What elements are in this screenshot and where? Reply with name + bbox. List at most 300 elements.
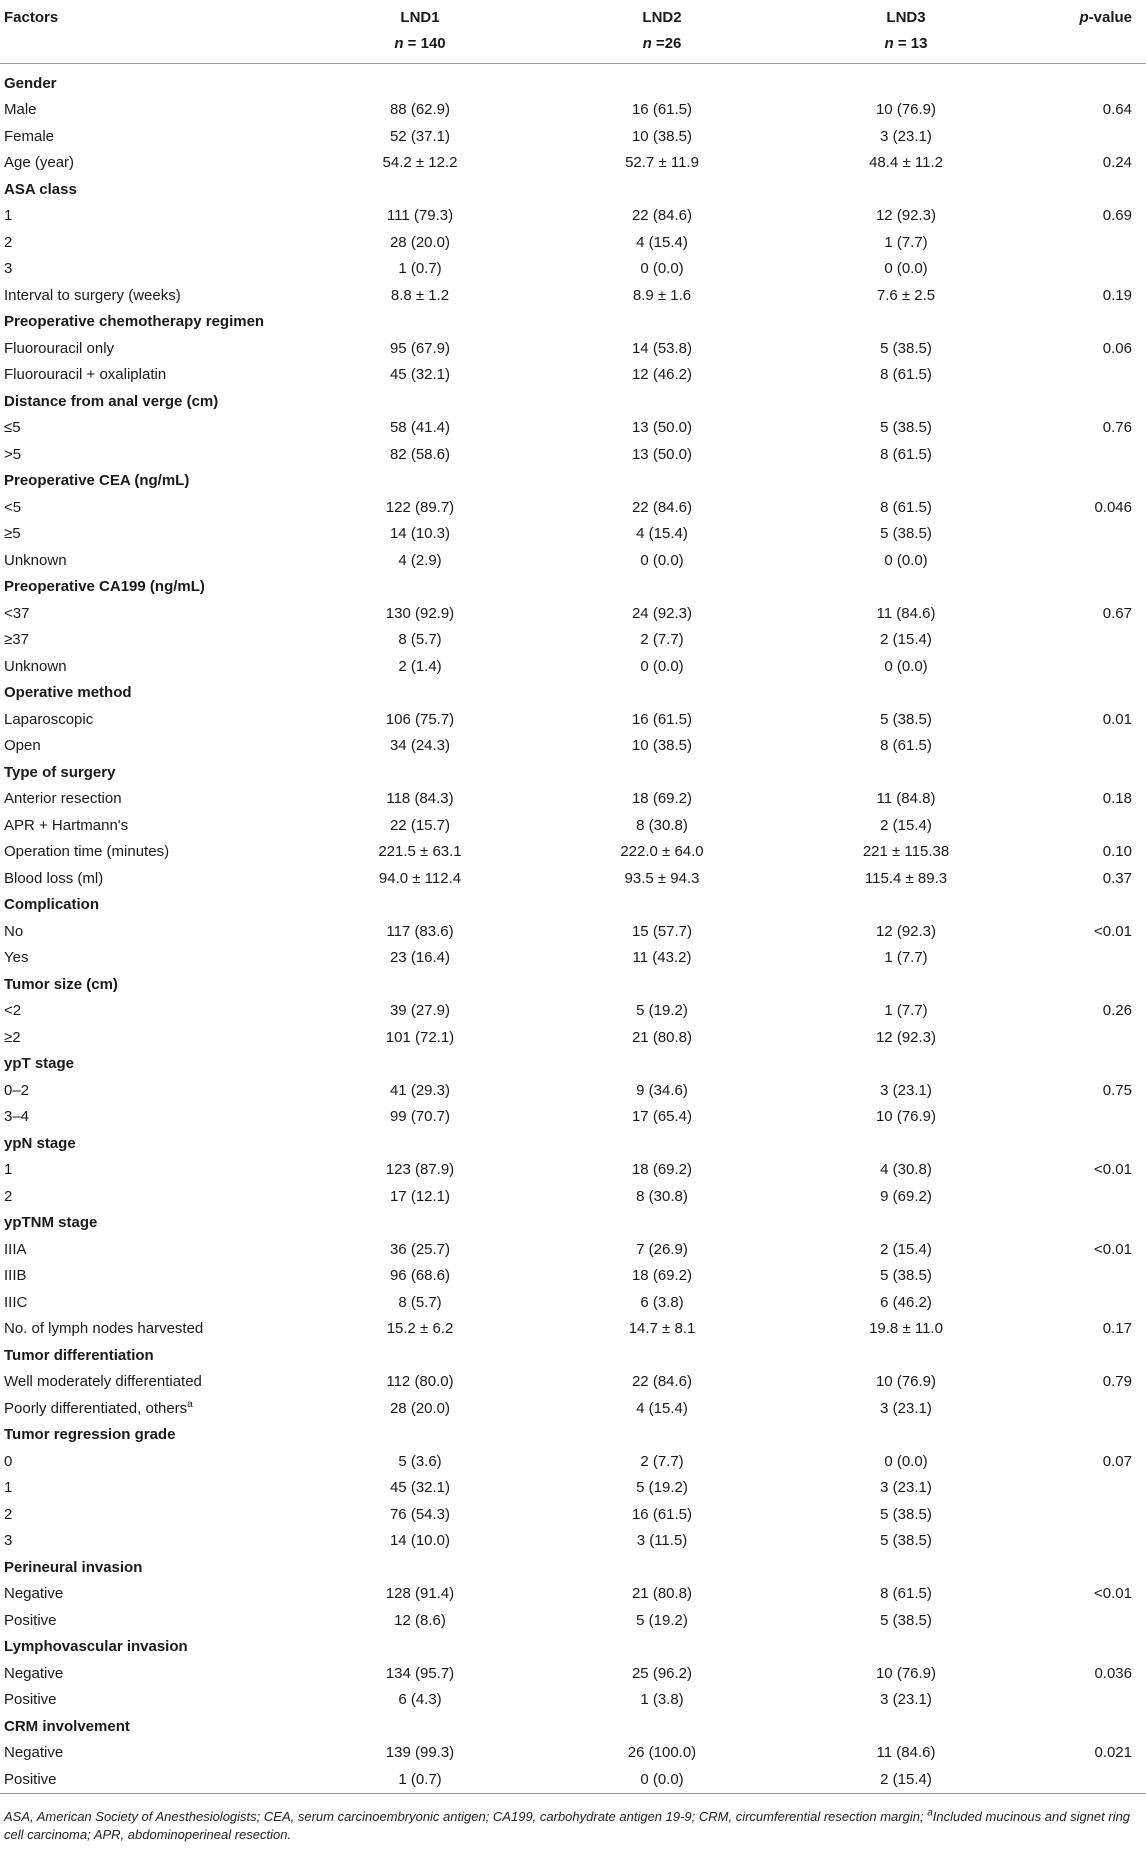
lnd3-value: 11 (84.8)	[876, 790, 936, 808]
group-label	[0, 309, 300, 336]
lnd2-value: 18 (69.2)	[631, 1267, 693, 1285]
n-label: n	[394, 35, 404, 53]
header-p-italic: p	[1079, 8, 1089, 26]
row-label-text: <5	[4, 498, 22, 516]
lnd2-value: 6 (3.8)	[640, 1293, 684, 1311]
lnd3-value: 3 (23.1)	[880, 1399, 932, 1417]
lnd2-value: 8 (30.8)	[636, 1187, 688, 1205]
lnd2-value: 0 (0.0)	[640, 260, 684, 278]
p-value	[1028, 362, 1146, 389]
lnd2-value: 5 (19.2)	[636, 1611, 688, 1629]
row-label	[0, 1395, 300, 1422]
n-value: = 13	[893, 35, 928, 53]
row-label	[0, 998, 300, 1025]
p-value	[1028, 945, 1146, 972]
row-label-text: Blood loss (ml)	[4, 869, 104, 887]
lnd2-value: 1 (3.8)	[640, 1691, 684, 1709]
p-value: 0.75	[1102, 1081, 1132, 1099]
table-row	[0, 229, 1146, 256]
row-label	[0, 123, 300, 150]
row-label-text: Well moderately differentiated	[4, 1373, 202, 1391]
group-label	[0, 1634, 300, 1661]
lnd3-value: 3 (23.1)	[880, 1479, 932, 1497]
lnd3-value: 0 (0.0)	[884, 657, 928, 675]
row-label-text: Laparoscopic	[4, 710, 94, 728]
lnd2-value: 11 (43.2)	[632, 949, 692, 967]
p-value: 0.67	[1102, 604, 1132, 622]
lnd1-value: 36 (25.7)	[389, 1240, 451, 1258]
row-label-text: Operation time (minutes)	[4, 843, 170, 861]
lnd3-value	[784, 70, 1028, 97]
table-row	[0, 998, 1146, 1025]
row-label	[0, 362, 300, 389]
row-label	[0, 918, 300, 945]
lnd1-value	[300, 1554, 540, 1581]
row-label-text: Positive	[4, 1691, 57, 1709]
p-value: 0.036	[1094, 1664, 1132, 1682]
row-label	[0, 1740, 300, 1767]
lnd2-value: 16 (61.5)	[631, 101, 693, 119]
table-row	[0, 415, 1146, 442]
lnd3-value: 3 (23.1)	[880, 127, 932, 145]
table-row	[0, 1395, 1146, 1422]
table-footnote	[4, 1808, 1140, 1844]
row-label-text: Poorly differentiated, others	[4, 1399, 188, 1417]
p-value	[1028, 176, 1146, 203]
group-label	[0, 1554, 300, 1581]
row-label-text: Gender	[4, 74, 57, 92]
group-header-row	[0, 971, 1146, 998]
lnd3-value: 5 (38.5)	[880, 339, 932, 357]
lnd2-value	[540, 388, 784, 415]
lnd2-value	[540, 1051, 784, 1078]
p-value	[1028, 1104, 1146, 1131]
p-value: <0.01	[1094, 1161, 1132, 1179]
row-label-text: Negative	[4, 1664, 64, 1682]
lnd3-value	[784, 892, 1028, 919]
lnd3-value: 12 (92.3)	[875, 207, 937, 225]
lnd3-value	[784, 680, 1028, 707]
lnd1-value: 123 (87.9)	[385, 1161, 455, 1179]
row-label	[0, 494, 300, 521]
row-label-text: Perineural invasion	[4, 1558, 143, 1576]
table-row	[0, 282, 1146, 309]
group-header-row	[0, 1130, 1146, 1157]
row-label-text: ≤5	[4, 419, 21, 437]
table-subheader-row	[0, 31, 1146, 58]
lnd3-value	[784, 309, 1028, 336]
group-header-row	[0, 1210, 1146, 1237]
lnd3-value: 8 (61.5)	[880, 498, 932, 516]
lnd2-value: 8 (30.8)	[636, 816, 688, 834]
lnd3-value: 6 (46.2)	[880, 1293, 932, 1311]
row-label-text: ASA class	[4, 180, 77, 198]
lnd2-value: 4 (15.4)	[636, 1399, 688, 1417]
row-label-text: Preoperative CEA (ng/mL)	[4, 472, 190, 490]
row-label-text: CRM involvement	[4, 1717, 130, 1735]
row-label	[0, 97, 300, 124]
lnd1-value	[300, 574, 540, 601]
lnd1-value: 4 (2.9)	[398, 551, 442, 569]
lnd2-value: 14.7 ± 8.1	[628, 1320, 696, 1338]
lnd1-value: 95 (67.9)	[389, 339, 451, 357]
table-row	[0, 1263, 1146, 1290]
row-label-text: Positive	[4, 1770, 57, 1788]
row-label-text: 0	[4, 1452, 13, 1470]
row-label-text: 3–4	[4, 1108, 30, 1126]
lnd1-value: 8.8 ± 1.2	[390, 286, 450, 304]
row-label-text: <37	[4, 604, 30, 622]
group-header-row	[0, 1342, 1146, 1369]
p-value	[1028, 70, 1146, 97]
table-row	[0, 1289, 1146, 1316]
row-label-text: 2	[4, 1505, 13, 1523]
header-n-lnd2	[540, 31, 784, 58]
lnd2-value: 52.7 ± 11.9	[625, 154, 699, 172]
lnd2-value	[540, 1342, 784, 1369]
lnd1-value	[300, 1342, 540, 1369]
lnd1-value: 23 (16.4)	[389, 949, 451, 967]
table-row	[0, 1236, 1146, 1263]
lnd2-value: 10 (38.5)	[631, 127, 693, 145]
p-value	[1028, 759, 1146, 786]
row-label-text: 3	[4, 260, 13, 278]
row-label-text: Interval to surgery (weeks)	[4, 286, 181, 304]
row-label	[0, 627, 300, 654]
lnd3-value	[784, 1634, 1028, 1661]
n-value: =26	[651, 35, 682, 53]
p-value: 0.17	[1102, 1320, 1132, 1338]
row-label-text: IIIC	[4, 1293, 28, 1311]
lnd3-value: 3 (23.1)	[880, 1081, 932, 1099]
lnd2-value: 18 (69.2)	[631, 790, 693, 808]
lnd3-value	[784, 1554, 1028, 1581]
row-label-text: Type of surgery	[4, 763, 116, 781]
lnd1-value	[300, 1713, 540, 1740]
p-value	[1028, 1024, 1146, 1051]
lnd3-value	[784, 1210, 1028, 1237]
lnd2-value: 10 (38.5)	[631, 737, 693, 755]
row-label	[0, 733, 300, 760]
p-value	[1028, 309, 1146, 336]
header-group-lnd1: LND1	[400, 8, 440, 26]
lnd2-value	[540, 1713, 784, 1740]
lnd1-value: 117 (83.6)	[386, 922, 454, 940]
lnd3-value: 48.4 ± 11.2	[869, 154, 943, 172]
lnd2-value: 17 (65.4)	[631, 1108, 693, 1126]
lnd1-value: 45 (32.1)	[389, 1479, 451, 1497]
lnd2-value	[540, 176, 784, 203]
group-label	[0, 1422, 300, 1449]
lnd3-value: 1 (7.7)	[884, 1002, 928, 1020]
row-label-text: <2	[4, 1002, 22, 1020]
p-value	[1028, 1263, 1146, 1290]
lnd3-value: 2 (15.4)	[880, 816, 932, 834]
p-value	[1028, 627, 1146, 654]
p-value: 0.19	[1102, 286, 1132, 304]
row-label	[0, 203, 300, 230]
table-row	[0, 203, 1146, 230]
lnd1-value: 22 (15.7)	[389, 816, 451, 834]
lnd3-value: 5 (38.5)	[880, 1267, 932, 1285]
row-label	[0, 1104, 300, 1131]
row-label-text: >5	[4, 445, 22, 463]
group-label	[0, 971, 300, 998]
lnd1-value: 14 (10.3)	[389, 525, 451, 543]
footnote-text: ASA, American Society of Anesthesiologists; CEA, serum carcinoembryonic antigen; CA199, carbohydrate antigen 19-9; CRM, circumferential resection margin;	[4, 1809, 928, 1824]
header-n-lnd1	[300, 31, 540, 58]
lnd1-value: 5 (3.6)	[398, 1452, 442, 1470]
p-value: 0.07	[1102, 1452, 1132, 1470]
p-value: 0.18	[1102, 790, 1132, 808]
baseline-characteristics-table	[0, 4, 1146, 1794]
lnd3-value: 2 (15.4)	[784, 1766, 1028, 1793]
lnd2-value: 16 (61.5)	[631, 710, 693, 728]
group-header-row	[0, 1713, 1146, 1740]
row-label	[0, 415, 300, 442]
row-label-text: 0–2	[4, 1081, 30, 1099]
lnd2-value: 13 (50.0)	[631, 419, 693, 437]
row-label-text: ≥2	[4, 1028, 21, 1046]
p-value	[1028, 971, 1146, 998]
lnd3-value: 10 (76.9)	[875, 1108, 937, 1126]
lnd2-value: 9 (34.6)	[636, 1081, 688, 1099]
header-factors: Factors	[4, 8, 59, 26]
lnd3-value: 221 ± 115.38	[862, 843, 950, 861]
table-row	[0, 1475, 1146, 1502]
group-label	[0, 680, 300, 707]
p-value	[1028, 388, 1146, 415]
row-label	[0, 865, 300, 892]
row-label	[0, 335, 300, 362]
row-label-text: Tumor size (cm)	[4, 975, 118, 993]
row-label	[0, 1528, 300, 1555]
row-label-text: Preoperative CA199 (ng/mL)	[4, 578, 205, 596]
group-header-row	[0, 892, 1146, 919]
lnd1-value	[300, 759, 540, 786]
lnd2-value: 16 (61.5)	[631, 1505, 693, 1523]
lnd2-value: 5 (19.2)	[636, 1479, 688, 1497]
lnd1-value: 134 (95.7)	[385, 1664, 455, 1682]
lnd3-value	[784, 1422, 1028, 1449]
lnd2-value: 0 (0.0)	[640, 551, 684, 569]
lnd2-value: 22 (84.6)	[631, 207, 693, 225]
group-label	[0, 176, 300, 203]
n-label: n	[642, 35, 652, 53]
p-value: 0.24	[1102, 154, 1132, 172]
row-label-text: Preoperative chemotherapy regimen	[4, 313, 265, 331]
lnd3-value: 12 (92.3)	[875, 1028, 937, 1046]
row-label	[0, 786, 300, 813]
row-label	[0, 706, 300, 733]
row-label	[0, 1263, 300, 1290]
lnd3-value: 2 (15.4)	[880, 1240, 932, 1258]
lnd1-value	[300, 1130, 540, 1157]
lnd1-value: 112 (80.0)	[386, 1373, 454, 1391]
row-label-text: ≥37	[4, 631, 29, 649]
lnd2-value: 15 (57.7)	[631, 922, 693, 940]
p-value	[1028, 1475, 1146, 1502]
table-row	[0, 918, 1146, 945]
table-row	[0, 600, 1146, 627]
row-label-text: No. of lymph nodes harvested	[4, 1320, 204, 1338]
lnd1-value: 34 (24.3)	[389, 737, 451, 755]
group-header-row	[0, 309, 1146, 336]
lnd1-value	[300, 1422, 540, 1449]
group-header-row	[0, 1554, 1146, 1581]
table-row	[0, 1740, 1146, 1767]
lnd2-value: 8.9 ± 1.6	[632, 286, 692, 304]
lnd1-value	[300, 309, 540, 336]
row-label-text: 1	[4, 1479, 13, 1497]
lnd1-value: 12 (8.6)	[394, 1611, 446, 1629]
lnd3-value: 10 (76.9)	[875, 1664, 937, 1682]
lnd1-value: 28 (20.0)	[389, 233, 451, 251]
row-label	[0, 547, 300, 574]
row-label-text: Tumor differentiation	[4, 1346, 154, 1364]
row-label-text: Negative	[4, 1744, 64, 1762]
group-header-row	[0, 759, 1146, 786]
row-label	[0, 282, 300, 309]
lnd1-value: 54.2 ± 12.2	[382, 154, 458, 172]
lnd3-value	[784, 388, 1028, 415]
lnd1-value: 6 (4.3)	[398, 1691, 442, 1709]
p-value	[1028, 1713, 1146, 1740]
lnd1-value: 88 (62.9)	[389, 101, 451, 119]
lnd1-value: 45 (32.1)	[389, 366, 451, 384]
row-label-text: 2	[4, 233, 13, 251]
lnd2-value: 24 (92.3)	[631, 604, 693, 622]
table-row	[0, 97, 1146, 124]
p-value	[1028, 1607, 1146, 1634]
row-label-text: Tumor regression grade	[4, 1426, 176, 1444]
row-label-text: Age (year)	[4, 154, 75, 172]
group-label	[0, 759, 300, 786]
p-value: 0.64	[1102, 101, 1132, 119]
lnd1-value: 52 (37.1)	[389, 127, 451, 145]
table-row	[0, 1607, 1146, 1634]
row-label	[0, 1581, 300, 1608]
table-header-row	[0, 4, 1146, 31]
p-value	[1028, 1634, 1146, 1661]
lnd3-value: 5 (38.5)	[880, 525, 932, 543]
group-header-row	[0, 388, 1146, 415]
row-label	[0, 229, 300, 256]
p-value: 0.26	[1102, 1002, 1132, 1020]
row-label	[0, 653, 300, 680]
row-label	[0, 1607, 300, 1634]
lnd1-value: 8 (5.7)	[398, 631, 442, 649]
lnd1-value: 17 (12.1)	[389, 1187, 451, 1205]
lnd3-value: 9 (69.2)	[880, 1187, 932, 1205]
group-header-row	[0, 574, 1146, 601]
row-label	[0, 1236, 300, 1263]
lnd1-value: 1 (0.7)	[398, 260, 442, 278]
lnd1-value: 99 (70.7)	[389, 1108, 451, 1126]
lnd2-value: 13 (50.0)	[631, 445, 693, 463]
table-row	[0, 1660, 1146, 1687]
p-value: 0.37	[1102, 869, 1132, 887]
table-row	[0, 1687, 1146, 1714]
n-value: = 140	[403, 35, 446, 53]
table-row	[0, 706, 1146, 733]
lnd2-value: 93.5 ± 94.3	[624, 869, 700, 887]
row-label	[0, 1501, 300, 1528]
lnd1-value	[300, 468, 540, 495]
row-label-text: ypTNM stage	[4, 1214, 98, 1232]
lnd2-value: 22 (84.6)	[631, 1373, 693, 1391]
lnd1-value: 128 (91.4)	[385, 1585, 455, 1603]
p-value	[1028, 1210, 1146, 1237]
table-row	[0, 786, 1146, 813]
p-value	[1028, 812, 1146, 839]
p-value	[1028, 1395, 1146, 1422]
lnd3-value	[784, 759, 1028, 786]
p-value	[1028, 1289, 1146, 1316]
row-label-text: ≥5	[4, 525, 21, 543]
p-value	[1028, 1051, 1146, 1078]
lnd3-value: 2 (15.4)	[880, 631, 932, 649]
table-row	[0, 494, 1146, 521]
row-label-text: Positive	[4, 1611, 57, 1629]
row-label	[0, 1077, 300, 1104]
p-value	[1028, 547, 1146, 574]
footnote-text-continued: Included mucinous and signet ring cell carcinoma; APR, abdominoperineal resection.	[4, 1809, 1131, 1842]
row-label-text: 1	[4, 1161, 13, 1179]
table-row	[0, 1104, 1146, 1131]
lnd2-value: 18 (69.2)	[631, 1161, 693, 1179]
group-header-row	[0, 1422, 1146, 1449]
lnd3-value	[784, 176, 1028, 203]
lnd1-value: 76 (54.3)	[389, 1505, 451, 1523]
table-row	[0, 1077, 1146, 1104]
p-value: 0.69	[1102, 207, 1132, 225]
lnd3-value: 5 (38.5)	[880, 1505, 932, 1523]
lnd3-value: 19.8 ± 11.0	[869, 1320, 943, 1338]
lnd1-value	[300, 1634, 540, 1661]
p-value: 0.046	[1094, 498, 1132, 516]
p-value	[1028, 123, 1146, 150]
lnd2-value	[540, 309, 784, 336]
p-value: <0.01	[1094, 922, 1132, 940]
row-label-text: ypT stage	[4, 1055, 75, 1073]
lnd1-value: 111 (79.3)	[386, 207, 454, 225]
lnd2-value: 22 (84.6)	[631, 498, 693, 516]
p-value	[1028, 229, 1146, 256]
p-value	[1028, 1687, 1146, 1714]
table-row	[0, 1501, 1146, 1528]
group-label	[0, 1051, 300, 1078]
row-label-text: Operative method	[4, 684, 132, 702]
lnd2-value: 0 (0.0)	[640, 657, 684, 675]
lnd1-value	[300, 971, 540, 998]
table-row	[0, 733, 1146, 760]
row-label-text: No	[4, 922, 24, 940]
group-label	[0, 1342, 300, 1369]
lnd3-value: 1 (7.7)	[884, 233, 928, 251]
lnd3-value: 8 (61.5)	[880, 445, 932, 463]
lnd1-value: 28 (20.0)	[389, 1399, 451, 1417]
row-label	[0, 150, 300, 177]
table-row	[0, 547, 1146, 574]
p-value	[1028, 441, 1146, 468]
header-n-lnd3	[784, 31, 1028, 58]
lnd3-value: 4 (30.8)	[880, 1161, 932, 1179]
lnd1-value: 2 (1.4)	[398, 657, 442, 675]
lnd2-value: 12 (46.2)	[631, 366, 693, 384]
table-row	[0, 441, 1146, 468]
p-value	[1028, 1528, 1146, 1555]
